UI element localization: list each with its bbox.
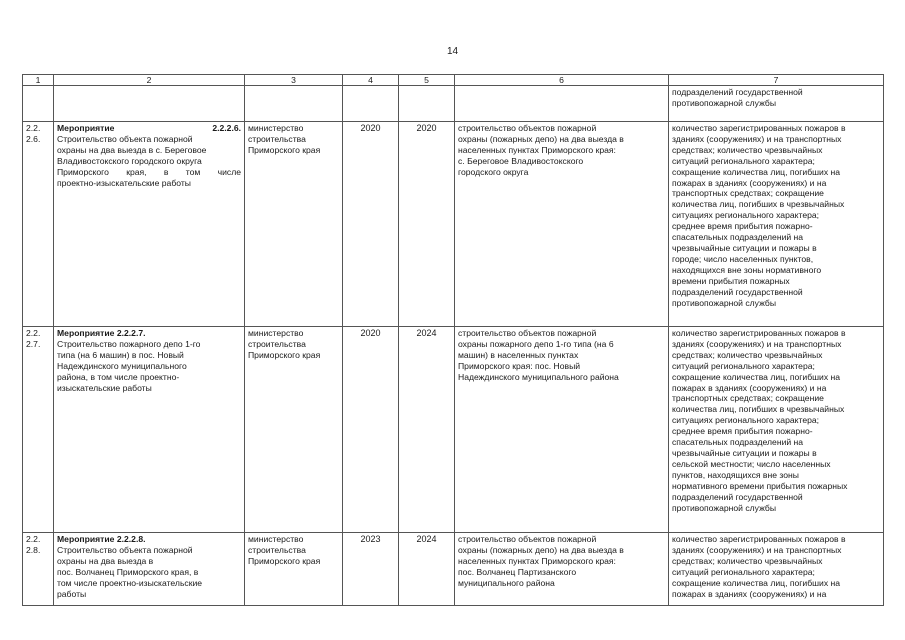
measure-number: 2.2. 2.7. [23, 327, 54, 533]
column-number-row [23, 75, 884, 86]
page-number: 14 [446, 46, 459, 57]
column-number: 4 [343, 75, 399, 86]
column-number: 6 [455, 75, 669, 86]
measure-title: Мероприятие 2.2.2.7. [57, 328, 146, 338]
year-start: 2023 [343, 533, 399, 606]
year-start: 2020 [343, 327, 399, 533]
expected-result: строительство объектов пожарной охраны (пожарных депо) на два выезда в населенных пунктах Приморского края: с. Береговое Владивостокского городского округа [455, 122, 669, 327]
measure-description: Мероприятие 2.2.2.6. Строительство объекта пожарной охраны на два выезда в с. Береговое Владивостокского городского округа Приморского края, в том числе проектно-изыскательские работы [54, 122, 245, 327]
measure-description: Мероприятие 2.2.2.8. Строительство объекта пожарной охраны на два выезда в пос. Волчанец Приморского края, в том числе проектно-изыскательские работы [54, 533, 245, 606]
indicators: количество зарегистрированных пожаров в зданиях (сооружениях) и на транспортных средствах; количество чрезвычайных ситуаций регионального характера; сокращение количества лиц, погибших на пожарах в зданиях (сооружениях) и на транспортных средствах; сокращение количества лиц, погибших в чрезвычайных ситуациях регионального характера; среднее время прибытия пожарно- спасательных подразделений на чрезвычайные ситуации и пожары в городе; число населенных пунктов, находящихся вне зоны нормативного времени прибытия пожарных подразделений государственной противопожарной службы [669, 122, 884, 327]
indicators: количество зарегистрированных пожаров в зданиях (сооружениях) и на транспортных средствах; количество чрезвычайных ситуаций регионального характера; сокращение количества лиц, погибших на пожарах в зданиях (сооружениях) и на транспортных средствах; сокращение количества лиц, погибших в чрезвычайных ситуациях регионального характера; среднее время прибытия пожарно- спасательных подразделений на чрезвычайные ситуации и пожары в сельской местности; число населенных пунктов, находящихся вне зоны нормативного времени прибытия пожарных подразделений государственной противопожарной службы [669, 327, 884, 533]
column-number: 5 [399, 75, 455, 86]
expected-result: строительство объектов пожарной охраны пожарного депо 1-го типа (на 6 машин) в населенных пунктах Приморского края: пос. Новый Надеждинского муниципального района [455, 327, 669, 533]
table-row [23, 122, 884, 327]
expected-result: строительство объектов пожарной охраны (пожарных депо) на два выезда в населенных пунктах Приморского края: пос. Волчанец Партизанского муниципального района [455, 533, 669, 606]
column-number: 2 [54, 75, 245, 86]
measures-table [22, 74, 884, 606]
year-end: 2024 [399, 533, 455, 606]
column-number: 7 [669, 75, 884, 86]
year-start: 2020 [343, 122, 399, 327]
measure-title: Мероприятие 2.2.2.8. [57, 534, 146, 544]
column-number: 3 [245, 75, 343, 86]
executor: министерство строительства Приморского края [245, 122, 343, 327]
table-row [23, 533, 884, 606]
table-row [23, 327, 884, 533]
executor: министерство строительства Приморского края [245, 533, 343, 606]
indicators: количество зарегистрированных пожаров в зданиях (сооружениях) и на транспортных средствах; количество чрезвычайных ситуаций регионального характера; сокращение количества лиц, погибших на пожарах в зданиях (сооружениях) и на [669, 533, 884, 606]
executor: министерство строительства Приморского края [245, 327, 343, 533]
year-end: 2020 [399, 122, 455, 327]
column-number: 1 [23, 75, 54, 86]
continuation-row [23, 86, 884, 122]
measure-number: 2.2. 2.6. [23, 122, 54, 327]
year-end: 2024 [399, 327, 455, 533]
measure-description: Мероприятие 2.2.2.7. Строительство пожарного депо 1-го типа (на 6 машин) в пос. Новый Надеждинского муниципального района, в том числе проектно- изыскательские работы [54, 327, 245, 533]
measure-title: Мероприятие 2.2.2.6. [57, 123, 241, 133]
indicators-continuation: подразделений государственной противопожарной службы [669, 86, 884, 122]
measure-number: 2.2. 2.8. [23, 533, 54, 606]
